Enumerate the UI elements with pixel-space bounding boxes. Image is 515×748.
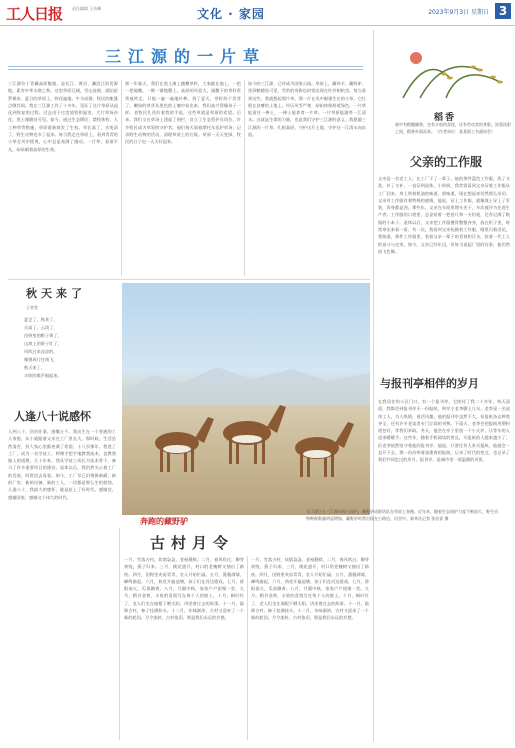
newspaper-logo: 工人日报 [6,5,63,23]
column-divider [244,80,245,276]
poem-line: 风吹过来凉凉的， [24,349,58,354]
poem-author: 王荣堂 [26,305,38,310]
painting-title: 稻香 [434,113,457,123]
article-body: 在我居住的小区门口，有一个报刊亭，它陪伴了我二十多年。每天清晨，我都会到报刊亭买一份报纸，和亭主老李聊上几句。老李是一名退休工人，为人热情，说话风趣。他的报刊亭虽然不大，但报纸杂志种类齐全，还有许多老读者专门订阅的刊物。下雨天，老李会把报纸用塑料袋包好，等我们来取。冬天，他会在亭子里放一个小火炉，让等车的人进来暖暖手。这些年，随着手机阅读的普及，买报纸的人越来越少了，但老李依然坚守着他的报刊亭。他说，只要还有人来买报纸，他就会一直开下去。那一份份带着油墨香的报纸，记录了时代的变迁，也记录了我们共同走过的岁月。报刊亭，是城市里一道温暖的风景。 [378,399,510,463]
issue-date: 2023年9月3日 星期日 [428,9,489,16]
poem-line: 秋天来了， [24,365,45,370]
poem-line: 丰收的歌声唱起来。 [24,373,62,378]
masthead [0,0,515,26]
column-divider [119,528,120,740]
painting-illustration [398,44,508,102]
photo-caption-text: 长江源区在三江源国家公园内，藏野驴成群结队在草原上奔跑。近年来，随着生态保护力度不断加大，野生动物种群数量明显增加，藏野驴时常出现在公路边、河谷中。新华社记者 张宏祥 摄 [306,509,498,521]
poem-body [24,316,114,380]
article-body-col1: 一月，雪落古村，炊烟袅袅，老屋静默。二月，春风吹过，柳芽初绽，燕子归来。三月，桃花盛开，村口的老槐树又抽出了新枝。四月，田野里麦苗青青，农人开始忙碌。五月，蔷薇满墙，蝉鸣渐起。六月，荷花开遍池塘，孩子们在河边嬉戏。七月，骄阳似火，瓜果飘香。八月，月圆中秋，家家户户团聚一堂。九月，稻谷金黄，丰收的喜悦写在每个人的脸上。十月，枫叶红了，老人们坐在墙根下晒太阳，讲述着过去的故事。十一月，霜降古村，柿子挂满枝头。十二月，年味渐浓，古村又迎来了一个新的轮回。月令流转，古村依旧，那是我们永远的乡愁。 [124,557,244,621]
section-title: 文化 · 家园 [197,7,265,21]
article-headline: 古村月令 [150,534,235,552]
page-divider [373,30,374,742]
poem-title: 秋天来了 [26,287,86,300]
main-article-col1: 三江源位于青藏高原腹地，是长江、黄河、澜沧江的发源地，素有中华水塔之称。这里草原辽阔，雪山连绵，湖泊星罗棋布。夏日的草原上，野花遍地，牛羊成群，牧民的帐篷点缀其间。我在三江源工作了十多年，见证了这片草原从退化到恢复的过程。过去由于过度放牧和鼠害，大片草场沙化，黑土滩随处可见。如今，通过生态移民、禁牧休牧、人工种草等措施，草原重新焕发了生机。草长高了，水变清了，野生动物也多了起来。每当我走在草原上，看到青青的小草在风中摇曳，心中总是充满了感动。一片草，看似平凡，却承载着高原的生命。 [8,81,118,152]
column-divider [247,556,248,740]
column-divider [121,80,122,276]
page-number-badge: 3 [495,3,511,19]
wild-ass-photo [122,283,370,515]
wild-ass-illustration [122,283,370,515]
article-headline: 人逢八十说感怀 [14,410,91,423]
poem-line: 天高了，云淡了， [24,325,58,330]
main-article-col3: 如今的三江源，已经成为国家公园。草原上，藏羚羊、藏野驴、黑颈鹤随处可见，雪豹的身影也时常出现在红外相机里。每当看到这些，我就想起那片草，那一片在风中倔强生长的小草。它扎根在贫瘠的土地上，经历风雪严寒，却始终保持着绿色。一片草能留住一捧土，一捧土能养育一片草，一片草原能涵养一江清水。这就是生命的力量，也是我们守护三江源的意义。我愿做三江源的一片草，扎根高原，守护这片土地，守护这一江清水向东流。 [248,81,366,138]
article-headline: 与报刊亭相伴的岁月 [380,377,479,390]
section-divider [8,279,370,280]
poem-line: 夏走了，秋来了， [24,317,58,322]
article-body: 人到八十，回首往事，感慨万千。我出生在一个普通的工人家庭，从小就跟着父亲在工厂里长大。那时候，生活虽然清苦，但大家心里都充满了希望。十八岁那年，我进了工厂，成为一名学徒工。师傅手把手地教我技术，也教我做人的道理。几十年来，我从学徒工成长为技术骨干，参与了许多重要项目的建设。退休以后，我仍然关心着工厂的发展，时常回去看看。如今，工厂早已旧貌换新颜，新的厂房、新的设备、新的工人，一切都是那么生机勃勃。人逢八十，我最大的感怀，就是赶上了好时代。感谢党，感谢国家，感谢这个伟大的时代。 [8,429,116,500]
poem-line: 雁排成行往南飞， [24,357,58,362]
main-article-col2: 那一年春天，我们在黑土滩上播撒草籽，大家跪在地上，一把一把地撒，一锹一锹地覆土。高原的风很大，刚撒下的草籽常常被吹走，只能一遍一遍地补种。到了夏天，草籽终于发芽了，嫩绿的草芽从黑色的土壤中钻出来，我们高兴得像孩子一样。老牧民扎西拉着我的手说，这些草就是草原的希望。后来，我们又在草场上建起了围栏，设立了生态管护员岗位，许多牧民成为草原的守护者。他们每天骑着摩托车巡护草场，记录野生动物的活动，清理草原上的垃圾。草原一天天变绿，牧民的日子也一天天好起来。 [125,81,241,145]
poem-line: 山坡上的果子红了， [24,341,62,346]
article-body: 父亲是一名老工人，在工厂干了一辈子。他的那件蓝色工作服，洗了又洗，补了又补，一直穿到退休。小时候，我常常看到父亲穿着工作服从工厂回来，身上带着机油的味道。那味道，现在想起来仍然那么亲切。父亲对工作服有着特殊的感情，他说，穿上工作服，就像战士穿上了军装，浑身都是劲。那些年，父亲在车间里埋头苦干，多次被评为先进生产者。工作服的口袋里，总是装着一把卷尺和一支铅笔，还有记满了数据的小本子。退休以后，父亲把工作服叠得整整齐齐，放在柜子里，时常拿出来看一看。有一次，我看到父亲抚摸着工作服，眼里闪着泪花。我知道，那件工作服里，装着父亲一辈子的青春和汗水，装着一代工人的奋斗与光荣。如今，父亲已经年迈，但每当说起厂里的往事，他仍然眉飞色舞。 [378,176,510,254]
main-headline: 三江源的一片草 [104,47,266,66]
photo-caption-title: 奔跑的藏野驴 [140,517,188,526]
headline-decoration [8,64,363,76]
article-headline: 父亲的工作服 [410,155,483,169]
article-body-col2: 一月，雪落古村，炊烟袅袅，老屋静默。二月，春风吹过，柳芽初绽，燕子归来。三月，桃花盛开，村口的老槐树又抽出了新枝。四月，田野里麦苗青青，农人开始忙碌。五月，蔷薇满墙，蝉鸣渐起。六月，荷花开遍池塘，孩子们在河边嬉戏。七月，骄阳似火，瓜果飘香。八月，月圆中秋，家家户户团聚一堂。九月，稻谷金黄，丰收的喜悦写在每个人的脸上。十月，枫叶红了，老人们坐在墙根下晒太阳，讲述着过去的故事。十一月，霜降古村，柿子挂满枝头。十二月，年味渐浓，古村又迎来了一个新的轮回。月令流转，古村依旧，那是我们永远的乡愁。 [251,557,369,621]
poem-line: 田野里的稻子黄了， [24,333,62,338]
editor-note: 责任编辑 王仿峰 [72,6,102,11]
painting-caption: 画中有稻穗飘香，也有丰收的喜悦，还有劳动者的身影。浓墨淡彩之间，稻香扑面而来。（作者单位：某某职工书画协会） [395,122,511,134]
rice-painting [398,44,508,102]
